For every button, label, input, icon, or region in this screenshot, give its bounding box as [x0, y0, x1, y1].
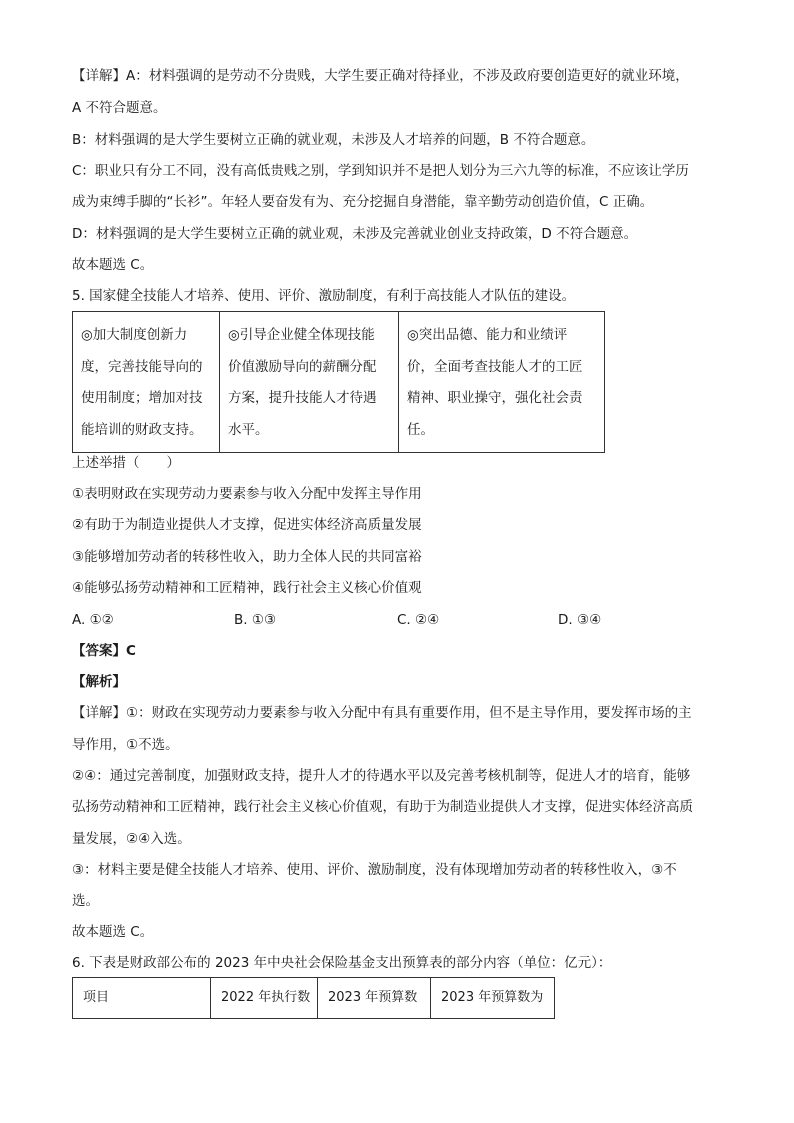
- table-cell: [220, 312, 399, 453]
- q5-detail-24-line3: 量发展，②④入选。: [72, 831, 191, 847]
- header-cell: 项目: [73, 978, 211, 1019]
- q5-detail-3-line1: ③：材料主要是健全技能人才培养、使用、评价、激励制度，没有体现增加劳动者的转移性收入，③不: [72, 862, 677, 878]
- option-a: A. ①②: [72, 612, 114, 628]
- cell-line: 度，完善技能导向的: [81, 358, 203, 375]
- header-cell: 2023 年预算数: [318, 978, 431, 1019]
- header-cell: 2022 年执行数: [211, 978, 318, 1019]
- q5-statement-3: ③能够增加劳动者的转移性收入，助力全体人民的共同富裕: [72, 549, 422, 565]
- q5-statement-4: ④能够弘扬劳动精神和工匠精神，践行社会主义核心价值观: [72, 580, 422, 596]
- option-d: D. ③④: [558, 612, 602, 628]
- q4-detail-c-line1: C：职业只有分工不同，没有高低贵贱之别，学到知识并不是把人划分为三六九等的标准，不应该让学历: [72, 163, 689, 179]
- q4-detail-a-line2: A 不符合题意。: [72, 100, 167, 116]
- cell-line: ◎突出品德、能力和业绩评: [407, 327, 568, 343]
- q4-detail-a-line1: 【详解】A：材料强调的是劳动不分贵贱，大学生要正确对待择业，不涉及政府要创造更好的就业环境，: [72, 68, 689, 84]
- q4-conclusion: 故本题选 C。: [72, 257, 154, 273]
- q5-stem: 5. 国家健全技能人才培养、使用、评价、激励制度，有利于高技能人才队伍的建设。: [72, 288, 576, 304]
- q6-stem: 6. 下表是财政部公布的 2023 年中央社会保险基金支出预算表的部分内容（单位：亿元）：: [72, 955, 612, 971]
- q5-prompt: 上述举措（ ）: [72, 455, 180, 471]
- table-cell: [399, 312, 605, 453]
- option-b: B. ①③: [234, 612, 277, 628]
- header-cell: 2023 年预算数为: [431, 978, 555, 1019]
- q5-options: [72, 610, 722, 630]
- q6-budget-table: [72, 977, 555, 1019]
- table-cell: [73, 312, 220, 453]
- q4-detail-d: D：材料强调的是大学生要树立正确的就业观，未涉及完善就业创业支持政策，D 不符合题意。: [72, 226, 638, 242]
- q5-measures-table: [72, 311, 605, 453]
- q4-detail-c-line2: 成为束缚手脚的“长衫”。年轻人要奋发有为、充分挖掘自身潜能，靠辛勤劳动创造价值，C 正确。: [72, 194, 654, 210]
- table-row: [73, 312, 605, 453]
- q5-detail-3-line2: 选。: [72, 893, 99, 909]
- cell-line: 任。: [407, 421, 434, 438]
- q5-detail-24-line2: 弘扬劳动精神和工匠精神，践行社会主义核心价值观，有助于为制造业提供人才支撑，促进实体经济高质: [72, 799, 693, 815]
- q5-statement-2: ②有助于为制造业提供人才支撑，促进实体经济高质量发展: [72, 517, 422, 533]
- q5-detail-24-line1: ②④：通过完善制度，加强财政支持，提升人才的待遇水平以及完善考核机制等，促进人才的培育，能够: [72, 768, 691, 784]
- cell-line: 能培训的财政支持。: [81, 421, 203, 438]
- cell-line: ◎引导企业健全体现技能: [228, 327, 375, 343]
- q5-statement-1: ①表明财政在实现劳动力要素参与收入分配中发挥主导作用: [72, 486, 422, 502]
- cell-line: 价，全面考查技能人才的工匠: [407, 358, 583, 375]
- q4-detail-b: B：材料强调的是大学生要树立正确的就业观，未涉及人才培养的问题，B 不符合题意。: [72, 132, 595, 148]
- q5-analysis-label: 【解析】: [72, 674, 126, 690]
- cell-line: 水平。: [228, 421, 269, 438]
- cell-line: 使用制度；增加对技: [81, 390, 203, 406]
- table-header-row: [73, 978, 555, 1019]
- q5-detail-1-line1: 【详解】①：财政在实现劳动力要素参与收入分配中有具有重要作用，但不是主导作用，要发挥市场的主: [72, 705, 692, 721]
- cell-line: 价值激励导向的薪酬分配: [228, 358, 377, 375]
- cell-line: 精神、职业操守，强化社会责: [407, 390, 583, 406]
- option-c: C. ②④: [397, 612, 440, 628]
- cell-line: ◎加大制度创新力: [81, 327, 188, 343]
- cell-line: 方案，提升技能人才待遇: [228, 390, 377, 406]
- q5-conclusion: 故本题选 C。: [72, 924, 154, 940]
- q5-detail-1-line2: 导作用，①不选。: [72, 737, 179, 753]
- q5-answer: 【答案】C: [72, 643, 136, 659]
